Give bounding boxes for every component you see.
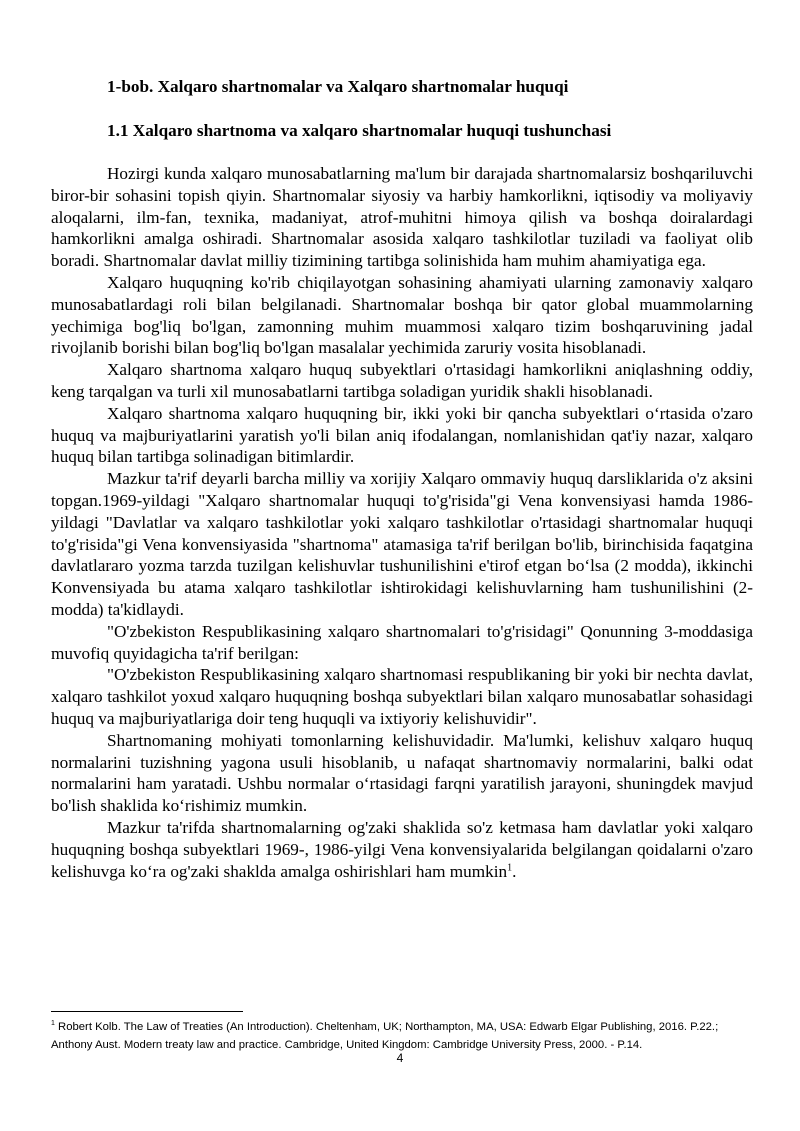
document-page: [51, 76, 753, 882]
footnote-separator: [51, 1011, 243, 1012]
paragraph: Shartnomaning mohiyati tomonlarning kelishuvidadir. Ma'lumki, kelishuv xalqaro huquq normalarini tuzishning yagona usuli hisoblanib, u nafaqat shartnomaviy normalarini, balki odat normalarini ham yaratadi. Ushbu normalar o‘rtasidagi farqni yaratilish jarayoni, shuningdek mavjud bo'lish shaklida ko‘rishimiz mumkin.: [51, 730, 753, 816]
footnote: [51, 1018, 753, 1054]
paragraph-end-period: .: [512, 861, 517, 881]
page-number: 4: [396, 1051, 404, 1065]
paragraph: Mazkur ta'rif deyarli barcha milliy va xorijiy Xalqaro ommaviy huquq darsliklarida o'z aksini topgan.1969-yildagi "Xalqaro shartnomalar huquqi to'g'risida"gi Vena konvensiyasi hamda 1986-yildagi "Davlatlar va xalqaro tashkilotlar yoki xalqaro tashkilotlar o'rtasidagi shartnomalar huquqi to'g'risida"gi Vena konvensiyasida "shartnoma" atamasiga ta'rif berilgan bo'lib, birinchisida faqatgina davlatlararo yozma tarzda tuzilgan kelishuvlar tushunilishini e'tirof etgan bo‘lsa (2 modda), ikkinchi Konvensiyada bu atama xalqaro tashkilotlar ishtirokidagi kelishuvlarning ham tushunilishini (2-modda) ta'kidlaydi.: [51, 469, 753, 619]
paragraph: "O'zbekiston Respublikasining xalqaro shartnomalari to'g'risidagi" Qonunning 3-moddasiga muvofiq quyidagicha ta'rif berilgan:: [51, 621, 753, 663]
paragraph: "O'zbekiston Respublikasining xalqaro shartnomasi respublikaning bir yoki bir nechta davlat, xalqaro tashkilot yoxud xalqaro huquqning boshqa subyektlari bilan xalqaro munosabatlar sohasidagi huquq va majburiyatlariga doir teng huquqli va ixtiyoriy kelishuvidir".: [51, 665, 753, 728]
footnote-marker: 1: [51, 1020, 55, 1028]
footnote-reference[interactable]: 1: [507, 861, 513, 873]
chapter-heading: 1-bob. Xalqaro shartnomalar va Xalqaro shartnomalar huquqi: [107, 77, 569, 96]
paragraph: Hozirgi kunda xalqaro munosabatlarning ma'lum bir darajada shartnomalarsiz boshqariluvchi biror-bir sohasini topish qiyin. Shartnomalar siyosiy va harbiy hamkorlikni, iqtisodiy va moliyaviy aloqalarni, ilm-fan, texnika, madaniyat, atrof-muhitni himoya qilish va boshqa doiralardagi hamkorlikni amalga oshiradi. Shartnomalar asosida xalqaro tashkilotlar tuziladi va faoliyat olib boradi. Shartnomalar davlat milliy tizimining tartibga solinishida ham muhim ahamiyatiga ega.: [51, 164, 753, 271]
section-heading: 1.1 Xalqaro shartnoma va xalqaro shartnomalar huquqi tushunchasi: [107, 121, 612, 140]
paragraph: Xalqaro shartnoma xalqaro huquq subyektlari o'rtasidagi hamkorlikni aniqlashning oddiy, keng tarqalgan va turli xil munosabatlarni tartibga soladigan yuridik shakli hisoblanadi.: [51, 360, 753, 401]
paragraph: Xalqaro shartnoma xalqaro huquqning bir, ikki yoki bir qancha subyektlari o‘rtasida o'zaro huquq va majburiyatlarini yaratish yo'li bilan aniq ifodalangan, nomlanishidan qat'iy nazar, xalqaro huquq bilan tartibga solinadigan bitimlardir.: [51, 403, 753, 467]
footnote-text: Robert Kolb. The Law of Treaties (An Introduction). Cheltenham, UK; Northampton, MA, USA: Edwarb Elgar Publishing, 2016. P.22.; Anthony Aust. Modern treaty law and practice. Cambridge, United Kingdom: Cambridge University Press, 2000. - P.14.: [51, 1021, 719, 1051]
paragraph-text: Mazkur ta'rifda shartnomalarning og'zaki shaklida so'z ketmasa ham davlatlar yoki xalqaro huquqning boshqa subyektlari 1969-, 1986-yilgi Vena konvensiyalarida belgilangan qoidalarni o'zaro kelishuvga ko‘ra og'zaki shaklda amalga oshirishlari ham mumkin: [51, 817, 753, 881]
paragraph-with-footnote-ref: [51, 817, 753, 882]
paragraph: Xalqaro huquqning ko'rib chiqilayotgan sohasining ahamiyati ularning zamonaviy xalqaro munosabatlardagi roli bilan belgilanadi. Shartnomalar boshqa bir qator global muammolarning yechimiga bog'liq bo'lgan, zamonning muhim muammosi xalqaro tizim boshqaruvining jadal rivojlanib borishi bilan bog'liq bo'lgan masalalar yechimida zaruriy vosita hisoblanadi.: [51, 272, 753, 358]
